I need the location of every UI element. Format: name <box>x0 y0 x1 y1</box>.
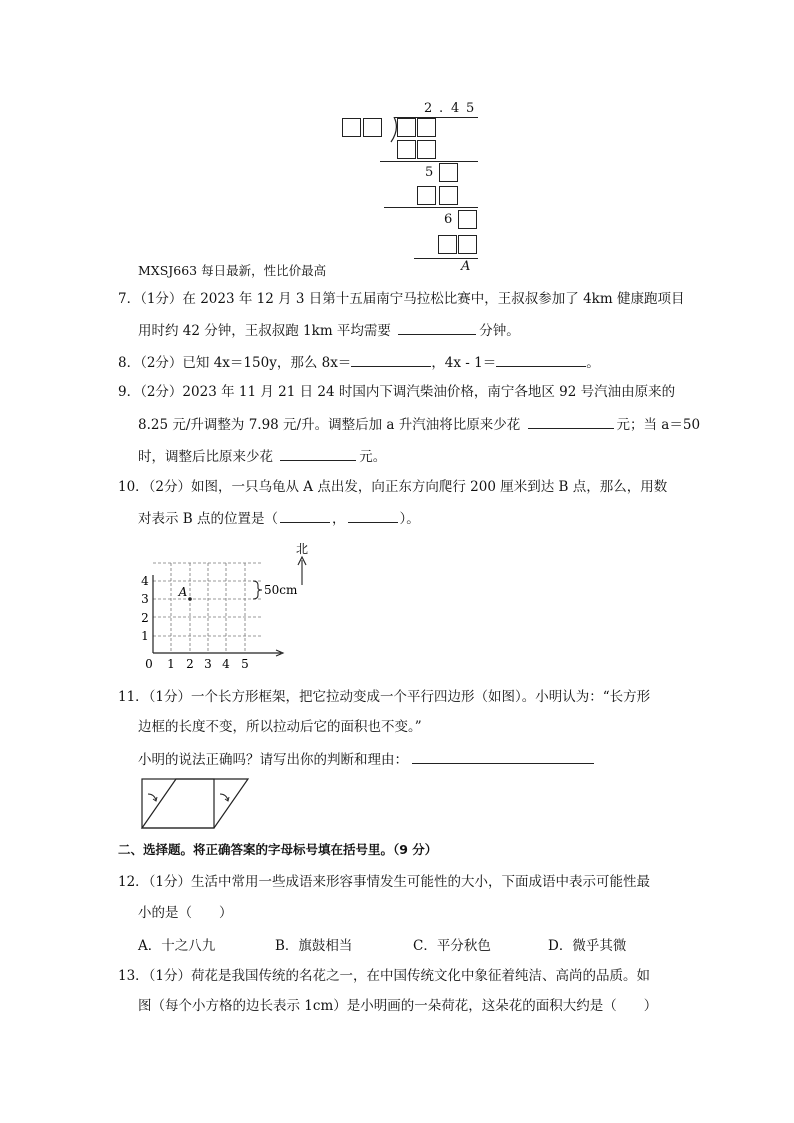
remainder-box <box>458 210 477 229</box>
x-tick: 0 <box>145 657 153 671</box>
q7-line2: 用时约 42 分钟，王叔叔跑 1km 平均需要 分钟。 <box>138 320 520 341</box>
quotient-digit: . <box>439 101 444 116</box>
product-box <box>417 140 436 159</box>
q12-line1: 12．（1分）生活中常用一些成语来形容事情发生可能性的大小，下面成语中表示可能性最 <box>118 874 651 890</box>
dividend-box <box>417 118 436 137</box>
q10-line2: 对表示 B 点的位置是（ ， ）。 <box>138 508 420 529</box>
q13-line2: 图（每个小方格的边长表示 1cm）是小明画的一朵荷花，这朵花的面积大约是（ ） <box>138 998 658 1014</box>
divisor-box <box>342 118 361 137</box>
q11-line1: 11．（1分）一个长方形框架，把它拉动变成一个平行四边形（如图）。小明认为：“长方形 <box>118 689 651 705</box>
answer-blank[interactable] <box>412 749 594 764</box>
option-a[interactable]: A．十之八九 <box>138 938 216 954</box>
answer-blank[interactable] <box>398 320 476 335</box>
answer-blank[interactable] <box>351 352 431 367</box>
y-tick: 2 <box>141 611 149 625</box>
x-tick: 3 <box>204 657 212 671</box>
answer-blank[interactable] <box>280 508 330 523</box>
remainder-digit: 5 <box>425 165 434 180</box>
q9-line3: 时，调整后比原来少花 元。 <box>138 446 386 467</box>
x-tick: 5 <box>241 657 249 671</box>
quotient-digit: 5 <box>466 101 475 116</box>
q9-line2: 8.25 元/升调整为 7.98 元/升。调整后加 a 升汽油将比原来少花 元；当 a＝50 <box>138 414 700 435</box>
dividend-box <box>397 118 416 137</box>
x-tick: 1 <box>167 657 175 671</box>
q9-line1: 9．（2分）2023 年 11 月 21 日 24 时国内下调汽柴油价格，南宁各地区 92 号汽油由原来的 <box>118 384 676 400</box>
section-heading: 二、选择题。将正确答案的字母标号填在括号里。（9 分） <box>118 842 438 857</box>
x-tick: 2 <box>186 657 194 671</box>
product-box <box>439 186 458 205</box>
product-box <box>397 140 416 159</box>
point-a-label: A <box>178 585 188 599</box>
q11-line2: 边框的长度不变，所以拉动后它的面积也不变。” <box>138 719 422 735</box>
coordinate-grid <box>135 535 320 675</box>
answer-blank[interactable] <box>528 414 614 429</box>
y-tick: 4 <box>141 574 149 588</box>
option-c[interactable]: C．平分秋色 <box>413 938 491 954</box>
answer-blank[interactable] <box>348 508 398 523</box>
q13-line1: 13．（1分）荷花是我国传统的名花之一，在中国传统文化中象征着纯洁、高尚的品质。如 <box>118 968 651 984</box>
watermark-text: MXSJ663 每日最新，性比价最高 <box>138 263 327 278</box>
quotient-digit: 2 <box>424 101 433 116</box>
north-label: 北 <box>295 542 309 556</box>
scale-label: 50cm <box>264 583 298 597</box>
q11-line3: 小明的说法正确吗？请写出你的判断和理由： <box>138 749 594 770</box>
q12-line2: 小的是（ ） <box>138 905 233 921</box>
remainder-box <box>439 163 458 182</box>
q7-line1: 7．（1分）在 2023 年 12 月 3 日第十五届南宁马拉松比赛中，王叔叔参加了 4km 健康跑项目 <box>118 291 685 307</box>
y-tick: 3 <box>141 592 149 606</box>
q10-line1: 10．（2分）如图，一只乌龟从 A 点出发，向正东方向爬行 200 厘米到达 B 点，那么，用数 <box>118 479 668 495</box>
division-line <box>380 161 478 162</box>
answer-blank[interactable] <box>280 446 356 461</box>
y-tick: 1 <box>141 629 149 643</box>
answer-blank[interactable] <box>496 352 586 367</box>
quotient-digit: 4 <box>451 101 460 116</box>
divisor-box <box>363 118 382 137</box>
x-tick: 4 <box>222 657 230 671</box>
rectangle-parallelogram-figure <box>140 776 250 832</box>
option-d[interactable]: D．微乎其微 <box>548 938 627 954</box>
division-line <box>384 207 478 208</box>
option-b[interactable]: B．旗鼓相当 <box>275 938 353 954</box>
product-box <box>458 235 477 254</box>
label-a: A <box>461 259 471 274</box>
remainder-digit: 6 <box>444 212 453 227</box>
product-box <box>438 235 457 254</box>
q8-line: 8．（2分）已知 4x＝150y，那么 8x＝ ，4x - 1＝ 。 <box>118 352 600 373</box>
product-box <box>417 186 436 205</box>
